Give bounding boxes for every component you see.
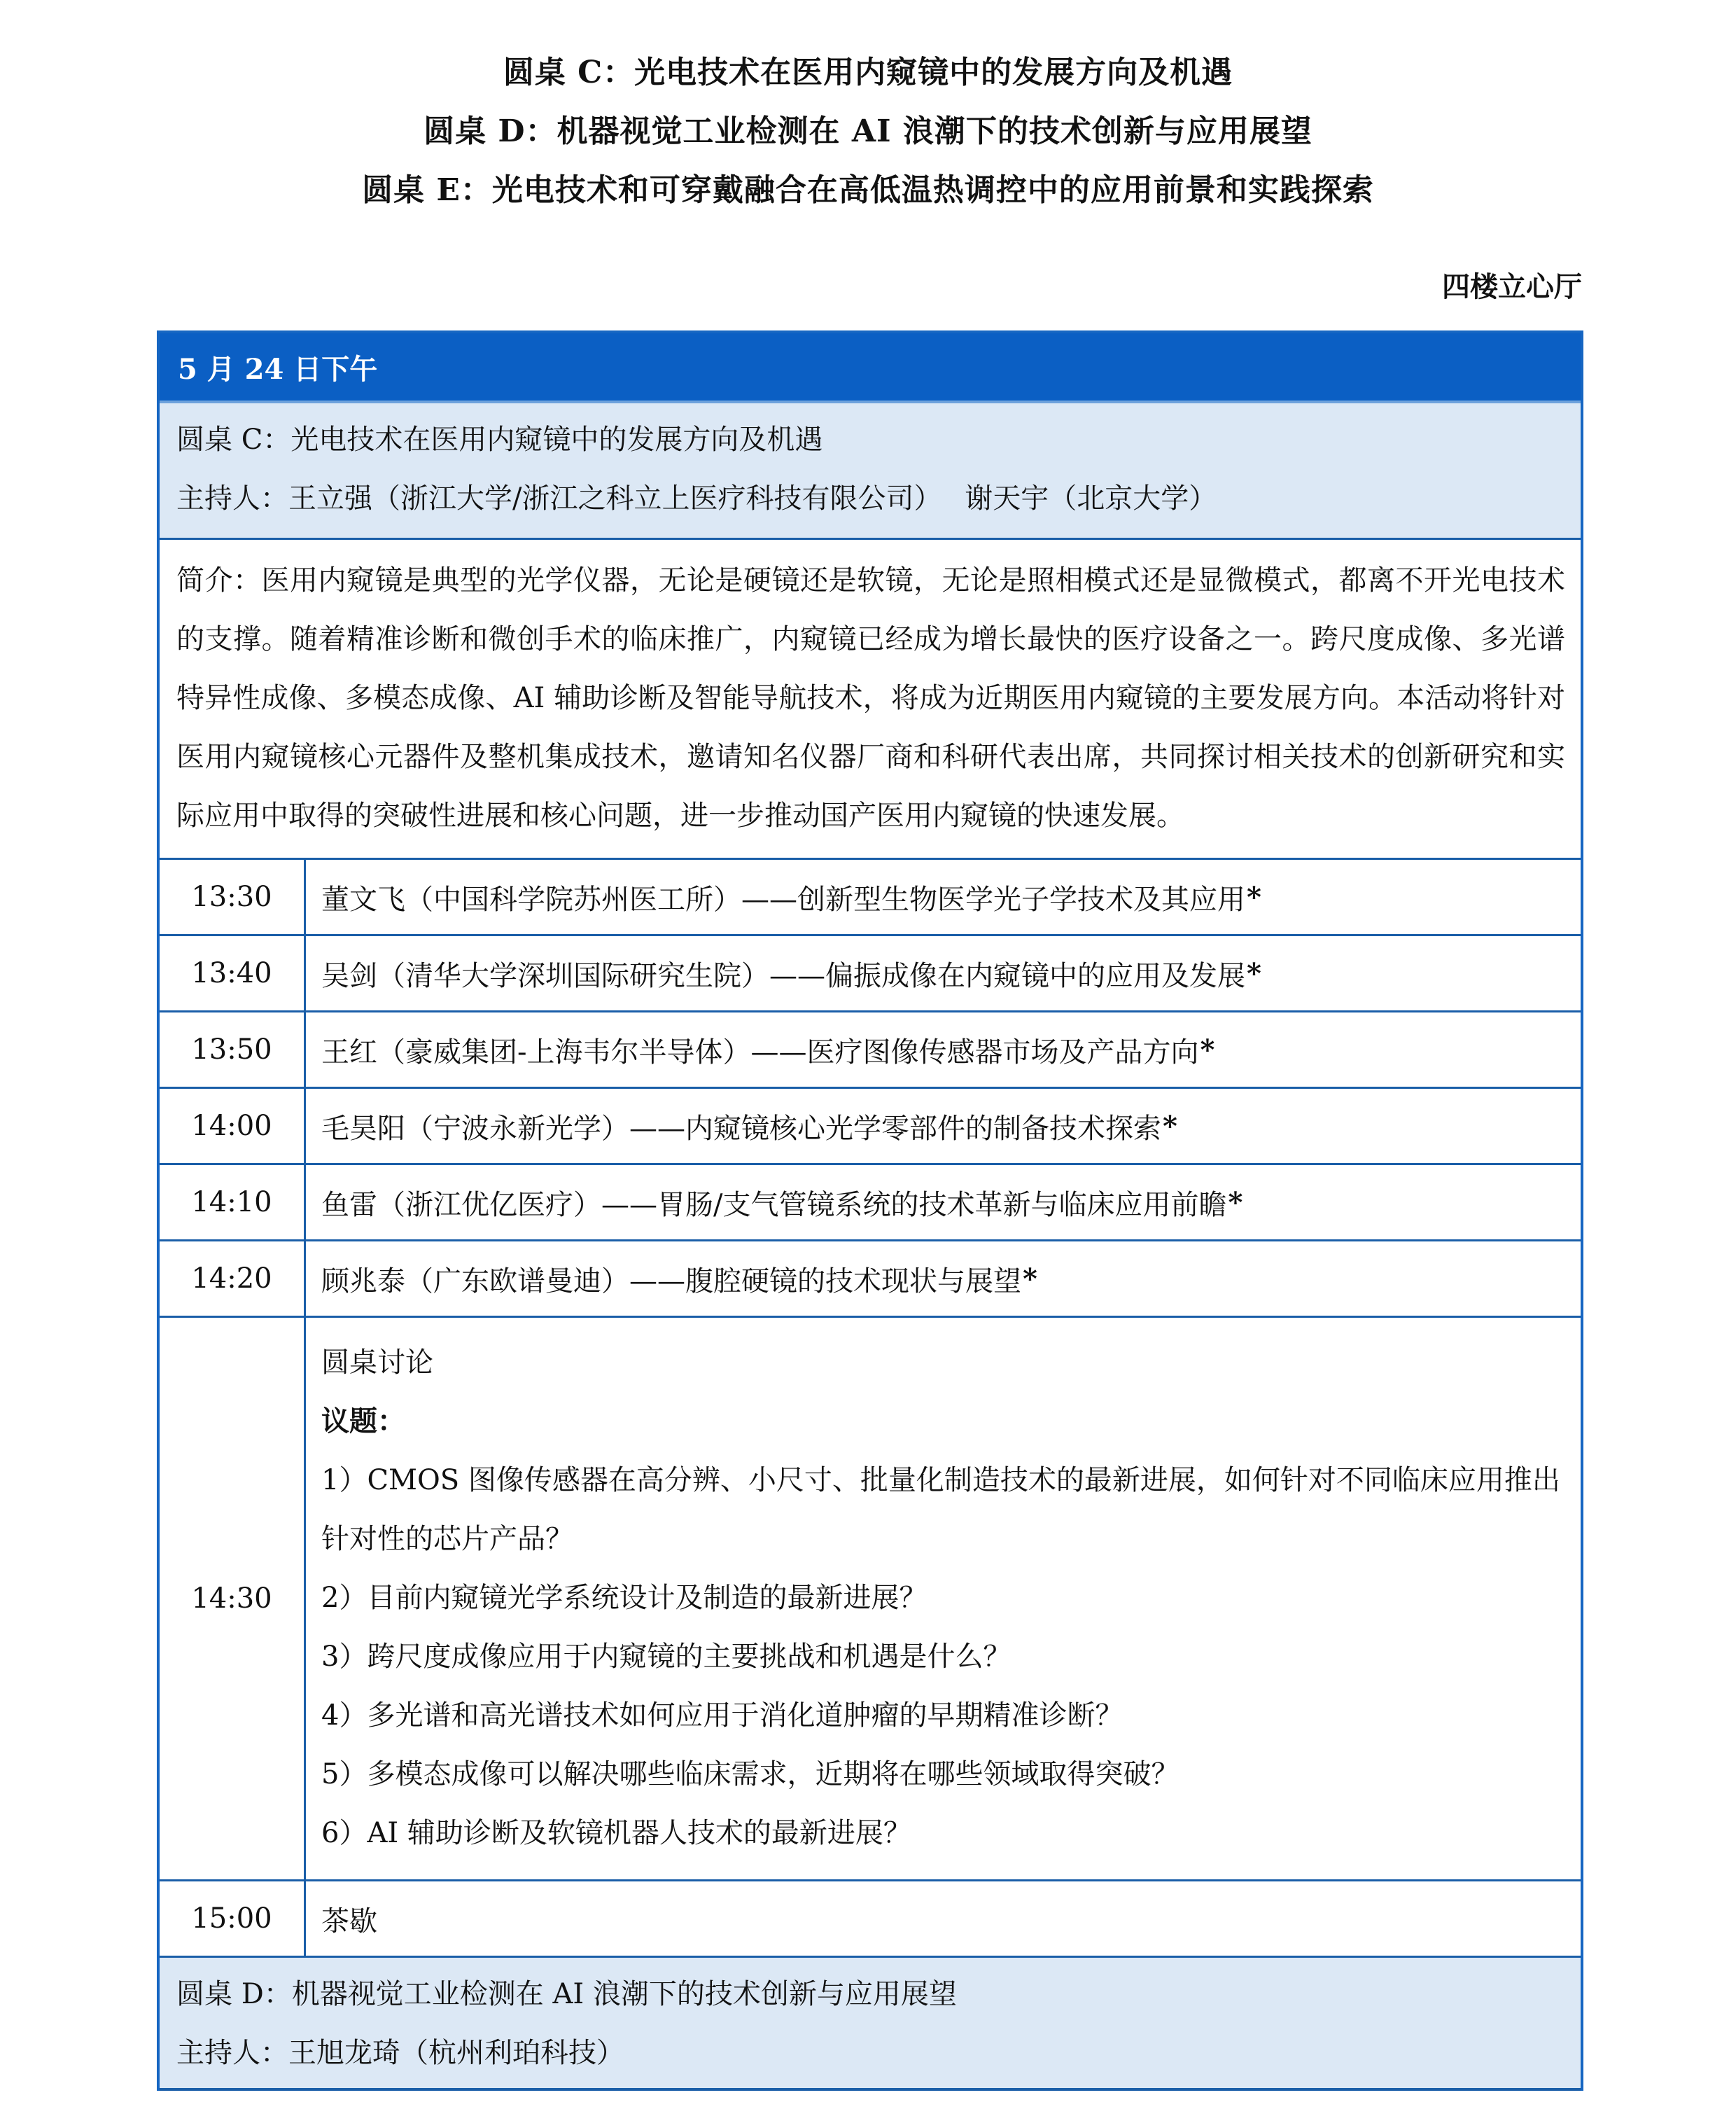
talk-entry <box>306 860 1581 934</box>
discussion-content <box>306 1318 1581 1879</box>
talk-row <box>160 1012 1581 1089</box>
talk-text: 毛昊阳（宁波永新光学）——内窥镜核心光学零部件的制备技术探索 <box>321 1112 1161 1145</box>
talk-time: 13:30 <box>160 860 306 934</box>
talk-text: 鱼雷（浙江优亿医疗）——胃肠/支气管镜系统的技术革新与临床应用前瞻 <box>321 1188 1227 1221</box>
topic-item: 4）多光谱和高光谱技术如何应用于消化道肿瘤的早期精准诊断？ <box>321 1699 1124 1732</box>
talk-text: 王红（豪威集团-上海韦尔半导体）——医疗图像传感器市场及产品方向 <box>321 1036 1199 1069</box>
talk-text: 董文飞（中国科学院苏州医工所）——创新型生物医学光子学技术及其应用 <box>321 883 1245 916</box>
roundtable-c-intro: 简介：医用内窥镜是典型的光学仪器，无论是硬镜还是软镜，无论是照相模式还是显微模式，都离不开光电技术的支撑。随着精准诊断和微创手术的临床推广，内窥镜已经成为增长最快的医疗设备之一。跨尺度成像、多光谱特异性成像、多模态成像、AI 辅助诊断及智能导航技术，将成为近期医用内窥镜的主要发展方向。本活动将针对医用内窥镜核心元器件及整机集成技术，邀请知名仪器厂商和科研代表出席，共同探讨相关技术的创新研究和实际应用中取得的突破性进展和核心问题，进一步推动国产医用内窥镜的快速发展。 <box>160 540 1581 860</box>
discussion-time: 14:30 <box>160 1318 306 1879</box>
title-roundtable-c: 圆桌 C：光电技术在医用内窥镜中的发展方向及机遇 <box>503 55 1233 90</box>
talk-mark: * <box>1163 1109 1177 1143</box>
roundtable-d-title: 圆桌 D：机器视觉工业检测在 AI 浪潮下的技术创新与应用展望 <box>176 1978 957 2010</box>
roundtable-c-host: 主持人：王立强（浙江大学/浙江之科立上医疗科技有限公司） 谢天宇（北京大学） <box>176 482 1217 515</box>
talk-row <box>160 860 1581 936</box>
talk-mark: * <box>1023 1262 1037 1295</box>
schedule-table <box>157 330 1583 2091</box>
talk-row <box>160 1165 1581 1241</box>
venue-label: 四楼立心厅 <box>1442 270 1582 303</box>
topic-item: 2）目前内窥镜光学系统设计及制造的最新进展？ <box>321 1582 927 1614</box>
talk-time: 14:00 <box>160 1089 306 1163</box>
talk-text: 顾兆泰（广东欧谱曼迪）——腹腔硬镜的技术现状与展望 <box>321 1265 1021 1297</box>
talk-time: 14:20 <box>160 1241 306 1316</box>
tea-break-row <box>160 1881 1581 1958</box>
topic-item: 1）CMOS 图像传感器在高分辨、小尺寸、批量化制造技术的最新进展，如何针对不同临床应用推出针对性的芯片产品？ <box>321 1464 1560 1555</box>
discussion-row <box>160 1318 1581 1881</box>
topic-item: 5）多模态成像可以解决哪些临床需求，近期将在哪些领域取得突破？ <box>321 1758 1180 1790</box>
talk-entry <box>306 1089 1581 1163</box>
topic-item: 3）跨尺度成像应用于内窥镜的主要挑战和机遇是什么？ <box>321 1641 1011 1673</box>
title-roundtable-d: 圆桌 D：机器视觉工业检测在 AI 浪潮下的技术创新与应用展望 <box>424 113 1312 149</box>
talk-entry <box>306 936 1581 1010</box>
schedule-date-header: 5 月 24 日下午 <box>160 333 1581 403</box>
talk-time: 13:40 <box>160 936 306 1010</box>
talk-mark: * <box>1247 956 1261 990</box>
title-roundtable-e: 圆桌 E：光电技术和可穿戴融合在高低温热调控中的应用前景和实践探索 <box>362 172 1374 208</box>
topic-item: 6）AI 辅助诊断及软镜机器人技术的最新进展？ <box>321 1817 911 1849</box>
talk-entry <box>306 1241 1581 1316</box>
tea-break-time: 15:00 <box>160 1881 306 1956</box>
talk-time: 14:10 <box>160 1165 306 1239</box>
roundtable-c-title: 圆桌 C：光电技术在医用内窥镜中的发展方向及机遇 <box>176 424 823 456</box>
tea-break-label: 茶歇 <box>321 1905 377 1937</box>
talk-mark: * <box>1200 1033 1215 1066</box>
topics-label: 议题： <box>321 1405 405 1438</box>
roundtable-c-band <box>160 403 1581 540</box>
roundtable-d-host: 主持人：王旭龙琦（杭州利珀科技） <box>176 2037 624 2069</box>
talk-entry <box>306 1165 1581 1239</box>
talk-mark: * <box>1247 880 1261 914</box>
roundtable-d-band <box>160 1958 1581 2091</box>
talk-row <box>160 1241 1581 1318</box>
talk-row <box>160 936 1581 1012</box>
talk-mark: * <box>1228 1185 1243 1219</box>
talk-row <box>160 1089 1581 1165</box>
discussion-title: 圆桌讨论 <box>321 1346 433 1379</box>
talk-time: 13:50 <box>160 1012 306 1087</box>
talk-text: 吴剑（清华大学深圳国际研究生院）——偏振成像在内窥镜中的应用及发展 <box>321 959 1245 992</box>
page-titles <box>0 43 1736 220</box>
talk-entry <box>306 1012 1581 1087</box>
